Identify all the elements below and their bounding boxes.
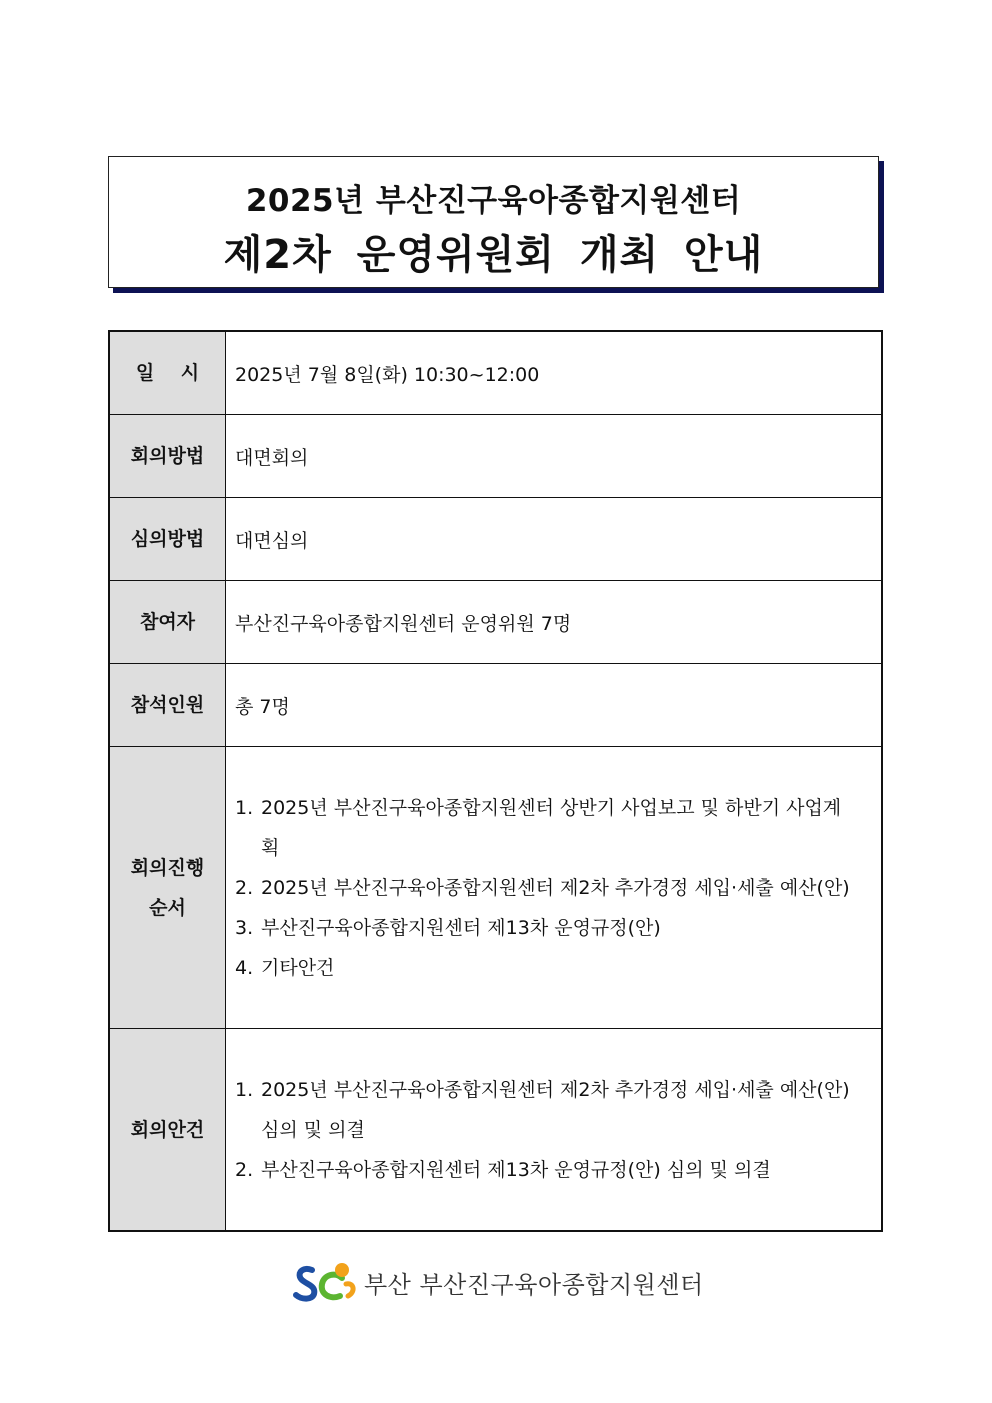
- row-value-review-method: 대면심의: [226, 498, 883, 581]
- row-label-agenda-items: 회의안건: [109, 1029, 226, 1232]
- agenda-order-list: [235, 788, 880, 988]
- table-row: [109, 331, 882, 415]
- table-row: [109, 498, 882, 581]
- title-box: [108, 156, 879, 288]
- row-value-meeting-method: 대면회의: [226, 415, 883, 498]
- agenda-order-label-line-2: 순서: [149, 896, 186, 919]
- agenda-items-list: [235, 1070, 880, 1190]
- row-label-participants: 참여자: [109, 581, 226, 664]
- row-label-agenda-order: [109, 747, 226, 1029]
- list-item: 2. 2025년 부산진구육아종합지원센터 제2차 추가경정 세입·세출 예산(안): [235, 876, 850, 899]
- row-label-datetime: 일 시: [109, 331, 226, 415]
- footer-text: 부산 부산진구육아종합지원센터: [364, 1270, 704, 1299]
- row-label-meeting-method: 회의방법: [109, 415, 226, 498]
- row-value-participants: 부산진구육아종합지원센터 운영위원 7명: [226, 581, 883, 664]
- row-label-review-method: 심의방법: [109, 498, 226, 581]
- list-item: 4. 기타안건: [235, 956, 335, 979]
- busan-city-logo-icon: [292, 1260, 358, 1304]
- table-row: [109, 1029, 882, 1232]
- table-row: [109, 747, 882, 1029]
- list-item: 1. 2025년 부산진구육아종합지원센터 제2차 추가경정 세입·세출 예산(안) 심의 및 의결: [235, 1078, 850, 1141]
- list-item: 3. 부산진구육아종합지원센터 제13차 운영규정(안): [235, 916, 661, 939]
- agenda-order-label-line-1: 회의진행: [130, 856, 205, 879]
- list-item: 2. 부산진구육아종합지원센터 제13차 운영규정(안) 심의 및 의결: [235, 1158, 771, 1181]
- row-value-agenda-items: [226, 1029, 883, 1232]
- row-value-datetime: 2025년 7월 8일(화) 10:30~12:00: [226, 331, 883, 415]
- row-value-attendance: 총 7명: [226, 664, 883, 747]
- table-row: [109, 415, 882, 498]
- table-row: [109, 664, 882, 747]
- row-label-attendance: 참석인원: [109, 664, 226, 747]
- title-line-1: 2025년 부산진구육아종합지원센터: [245, 183, 742, 219]
- row-value-agenda-order: [226, 747, 883, 1029]
- list-item: 1. 2025년 부산진구육아종합지원센터 상반기 사업보고 및 하반기 사업계획: [235, 796, 842, 859]
- info-table: [108, 330, 883, 1232]
- table-row: [109, 581, 882, 664]
- footer: [292, 1260, 704, 1304]
- title-line-2: 제2차 운영위원회 개최 안내: [223, 232, 764, 278]
